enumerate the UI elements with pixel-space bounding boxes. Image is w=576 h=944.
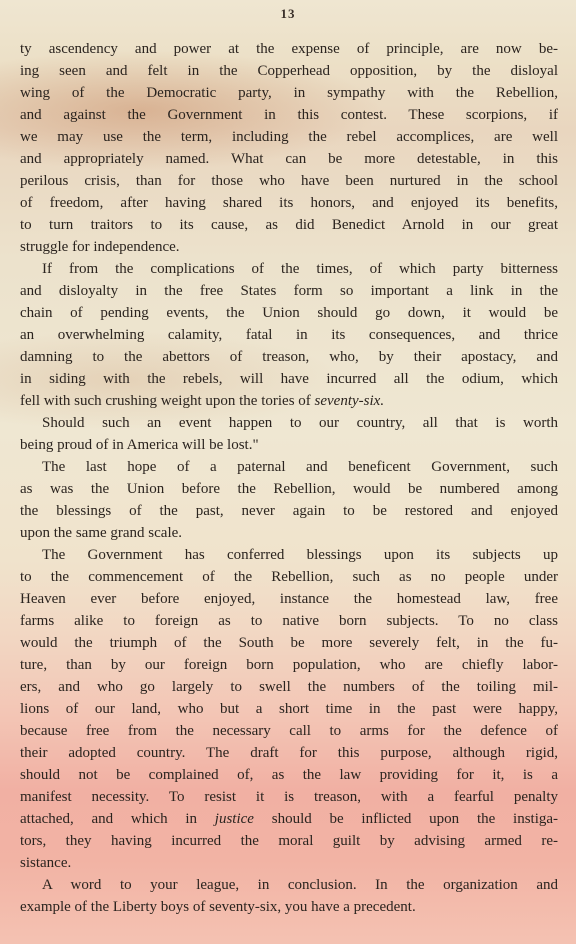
- text-line: ers, and who go largely to swell the numbers of the toiling mil-: [20, 679, 558, 695]
- text-line: of freedom, after having shared its honors, and enjoyed its benefits,: [20, 195, 558, 211]
- paragraph: [20, 544, 558, 874]
- text-line: Should such an event happen to our country, all that is worth: [42, 415, 558, 431]
- text-line: and appropriately named. What can be more detestable, in this: [20, 151, 558, 167]
- paragraph: [20, 38, 558, 258]
- text-line: the blessings of the past, never again to be restored and enjoyed: [20, 503, 558, 519]
- text-line: to the commencement of the Rebellion, such as no people under: [20, 569, 558, 585]
- text-line: as was the Union before the Rebellion, would be numbered among: [20, 481, 558, 497]
- text-line: their adopted country. The draft for this purpose, although rigid,: [20, 745, 558, 761]
- text-line: sistance.: [20, 855, 72, 871]
- text-line: example of the Liberty boys of seventy-six, you have a precedent.: [20, 899, 416, 915]
- paragraph: [20, 412, 558, 456]
- text-line: wing of the Democratic party, in sympathy with the Rebellion,: [20, 85, 558, 101]
- text-line: farms alike to foreign as to native born subjects. To no class: [20, 613, 558, 629]
- text-line: lions of our land, who but a short time in the past were happy,: [20, 701, 558, 717]
- text-line: being proud of in America will be lost.": [20, 437, 259, 453]
- text-line: struggle for independence.: [20, 239, 180, 255]
- text-run: fell with such crushing weight upon the tories of: [20, 393, 311, 409]
- text-line: to turn traitors to its cause, as did Benedict Arnold in our great: [20, 217, 558, 233]
- text-line: ture, than by our foreign born population, who are chiefly labor-: [20, 657, 558, 673]
- page-number: 13: [280, 6, 296, 21]
- text-line: [20, 390, 558, 412]
- text-line: The Government has conferred blessings upon its subjects up: [42, 547, 558, 563]
- italic-text: justice: [214, 811, 254, 827]
- paragraph: [20, 456, 558, 544]
- text-run: attached, and which in: [20, 811, 198, 827]
- text-line: manifest necessity. To resist it is treason, with a fearful penalty: [20, 789, 558, 805]
- body-text: [20, 38, 558, 918]
- text-line: The last hope of a paternal and beneficent Government, such: [42, 459, 558, 475]
- text-line: should not be complained of, as the law providing for it, is a: [20, 767, 558, 783]
- text-line: If from the complications of the times, of which party bitterness: [42, 261, 558, 277]
- text-run: should be inflicted upon the instiga-: [271, 811, 558, 827]
- text-line: A word to your league, in conclusion. In the organization and: [42, 877, 558, 893]
- text-line: perilous crisis, than for those who have been nurtured in the school: [20, 173, 558, 189]
- text-line: ty ascendency and power at the expense of principle, are now be-: [20, 41, 558, 57]
- text-line: and disloyalty in the free States form so important a link in the: [20, 283, 558, 299]
- text-line: because free from the necessary call to arms for the defence of: [20, 723, 558, 739]
- text-line: upon the same grand scale.: [20, 525, 183, 541]
- text-line: ing seen and felt in the Copperhead opposition, by the disloyal: [20, 63, 558, 79]
- text-line: in siding with the rebels, will have incurred all the odium, which: [20, 371, 558, 387]
- text-line: tors, they having incurred the moral guilt by advising armed re-: [20, 833, 558, 849]
- text-line: an overwhelming calamity, fatal in its consequences, and thrice: [20, 327, 558, 343]
- paragraph: [20, 258, 558, 412]
- text-line: Heaven ever before enjoyed, instance the homestead law, free: [20, 591, 558, 607]
- text-line: we may use the term, including the rebel accomplices, are well: [20, 129, 558, 145]
- text-line: and against the Government in this contest. These scorpions, if: [20, 107, 558, 123]
- italic-text: seventy-six.: [314, 393, 385, 409]
- text-line: damning to the abettors of treason, who, by their apostacy, and: [20, 349, 558, 365]
- text-line: [20, 808, 558, 830]
- text-line: chain of pending events, the Union should go down, it would be: [20, 305, 558, 321]
- paragraph: [20, 874, 558, 918]
- text-line: would the triumph of the South be more severely felt, in the fu-: [20, 635, 558, 651]
